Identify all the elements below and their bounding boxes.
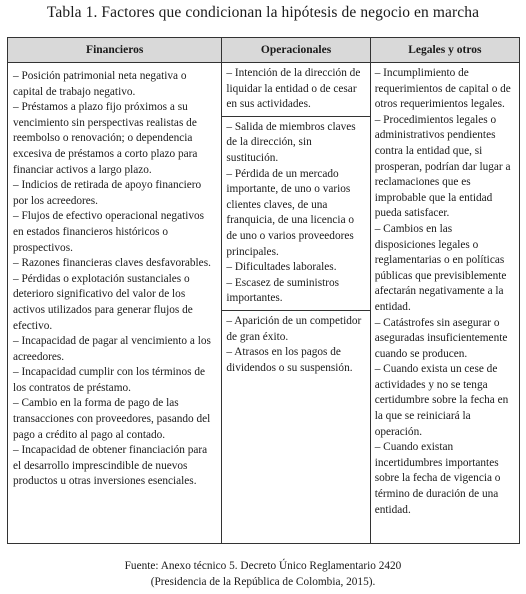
list-item: – Incumplimiento de requerimientos de capital o de otros requerimientos legales.	[374, 67, 511, 111]
header-operacionales: Operacionales	[222, 38, 370, 63]
list-item: – Pérdidas o explotación sustanciales o deterioro significativo del valor de los activos utilizados para generar flujos de efectivo.	[13, 272, 193, 332]
list-item: – Flujos de efectivo operacional negativos en estados financieros históricos o prospectivos.	[13, 210, 205, 254]
list-item: – Atrasos en los pagos de dividendos o su suspensión.	[226, 346, 353, 374]
legales-list	[371, 63, 519, 521]
operacionales-cell	[222, 63, 370, 544]
table-source	[0, 558, 526, 590]
list-item: – Incapacidad cumplir con los términos de los contratos de préstamo.	[13, 366, 205, 394]
list-item: – Incapacidad de obtener financiación para el desarrollo imprescindible de nuevos productos u otras inversiones esenciales.	[13, 444, 208, 488]
list-item: – Pérdida de un mercado importante, de uno o varios clientes claves, de una franquicia, de una licencia o de uno o varios proveedores principales.	[226, 167, 355, 258]
list-item: – Salida de miembros claves de la dirección, sin sustitución.	[226, 120, 356, 164]
list-item: – Escasez de suministros importantes.	[226, 276, 340, 305]
financieros-cell	[8, 63, 222, 544]
table-row	[8, 63, 520, 544]
list-item: – Posición patrimonial neta negativa o capital de trabajo negativo.	[13, 70, 187, 98]
list-item: – Catástrofes sin asegurar o aseguradas insuficientemente cuando se producen.	[374, 316, 508, 360]
list-item: – Razones financieras claves desfavorables.	[13, 257, 211, 270]
list-item: – Procedimientos legales o administrativos pendientes contra la entidad que, si prosperan, podrían dar lugar a reclamaciones que es improbable que la entidad pueda satisfacer.	[374, 113, 511, 220]
list-item: – Incapacidad de pagar al vencimiento a los acreedores.	[13, 335, 211, 363]
table-title: Tabla 1. Factores que condicionan la hipótesis de negocio en marcha	[46, 4, 480, 21]
list-item: – Cambio en la forma de pago de las transacciones con proveedores, pasando del pago a crédito al pago al contado.	[13, 397, 211, 441]
list-item: – Cambios en las disposiciones legales o reglamentarias o en políticas públicas que previsiblemente afectarán negativamente a la entidad.	[374, 222, 507, 313]
list-item: – Intención de la dirección de liquidar la entidad o de cesar en sus actividades.	[226, 67, 361, 111]
operacionales-block-1	[222, 63, 369, 116]
list-item: – Dificultades laborales.	[226, 261, 337, 274]
operacionales-block-2	[222, 116, 369, 310]
source-line-1: Fuente: Anexo técnico 5. Decreto Único Reglamentario 2420	[124, 560, 402, 572]
factors-table	[7, 37, 520, 544]
list-item: – Indicios de retirada de apoyo financiero por los acreedores.	[13, 179, 202, 207]
legales-cell	[370, 63, 519, 544]
header-legales: Legales y otros	[370, 38, 519, 63]
operacionales-block-3	[222, 310, 369, 379]
list-item: – Cuando exista un cese de actividades y no se tenga certidumbre sobre la fecha en la que se reiniciará la operación.	[374, 363, 509, 438]
financieros-list	[8, 63, 221, 493]
list-item: – Préstamos a plazo fijo próximos a su vencimiento sin perspectivas realistas de reembolso o renovación; o dependencia excesiva de préstamos a corto plazo para financiar activos a largo plazo.	[13, 101, 198, 176]
header-financieros: Financieros	[8, 38, 222, 63]
list-item: – Aparición de un competidor de gran éxito.	[226, 314, 362, 343]
list-item: – Cuando existan incertidumbres importantes sobre la fecha de vigencia o término de duración de una entidad.	[374, 441, 501, 516]
source-line-2: (Presidencia de la República de Colombia, 2015).	[150, 576, 376, 588]
header-row	[8, 38, 520, 63]
